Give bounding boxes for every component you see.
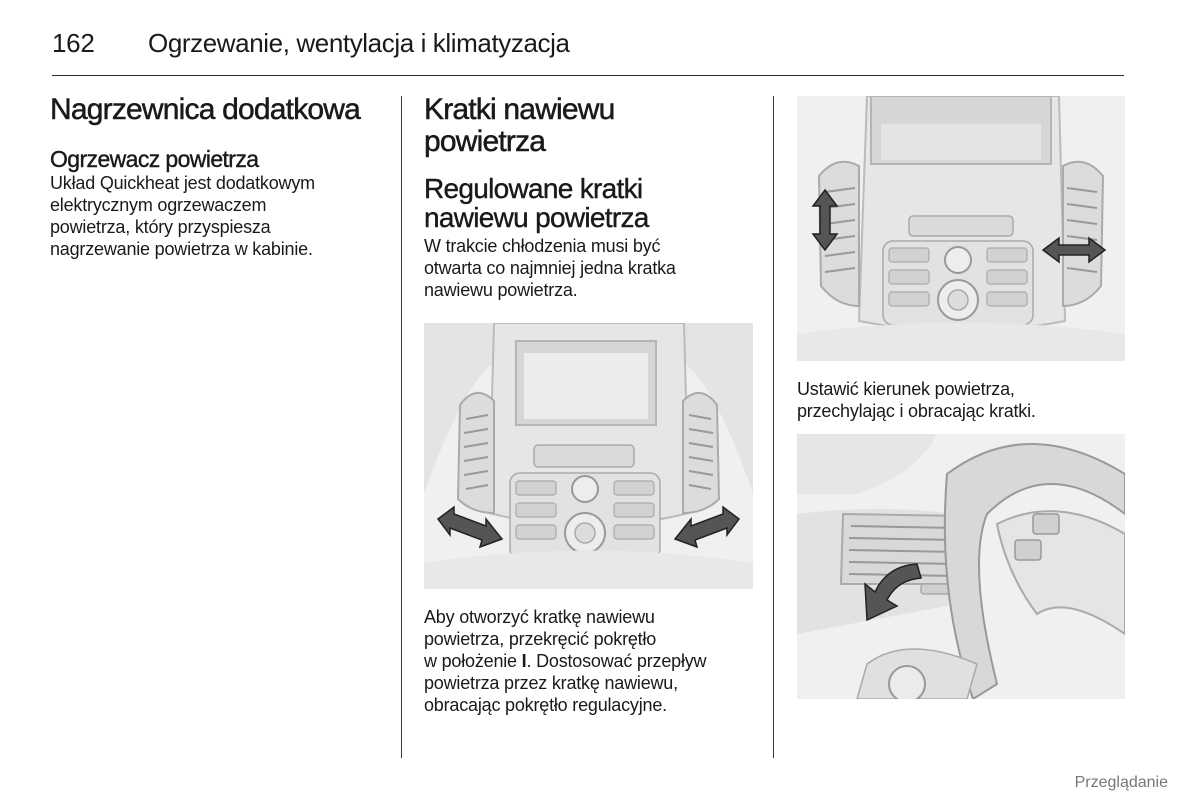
- running-title: Ogrzewanie, wentylacja i klimatyzacja: [148, 28, 570, 58]
- figure-caption-open-vent: Aby otworzyć kratkę nawiewu powietrza, przekręcić pokrętło w położenie I. Dostosować przepływ powietrza przez kratkę nawiewu, obracając pokrętło regulacyjne.: [424, 607, 707, 715]
- page-header: [52, 24, 1124, 76]
- column-divider: [773, 96, 774, 758]
- subsection-title-air-heater: Ogrzewacz powietrza: [50, 146, 259, 172]
- section-title-air-vents: Kratki nawiewu powietrza: [424, 93, 615, 158]
- figure-caption-tilt: Ustawić kierunek powietrza, przechylając i obracając kratki.: [797, 379, 1036, 421]
- position-symbol: I: [521, 651, 527, 671]
- subsection-title-adjustable-vents: Regulowane kratki nawiewu powietrza: [424, 173, 649, 233]
- browse-link[interactable]: Przeglądanie: [1074, 774, 1168, 791]
- side-vent-illustration: [797, 434, 1125, 699]
- center-vents-rotate-illustration: [424, 323, 753, 589]
- body-text: Układ Quickheat jest dodatkowym elektrycznym ogrzewaczem powietrza, który przyspiesza nagrzewanie powietrza w kabinie.: [50, 173, 315, 259]
- center-vents-tilt-illustration: [797, 96, 1125, 361]
- section-title-heater: Nagrzewnica dodatkowa: [50, 93, 361, 126]
- column-heater: [50, 94, 386, 260]
- column-air-vents: [424, 94, 760, 301]
- column-divider: [401, 96, 402, 758]
- page-number: 162: [52, 28, 95, 58]
- intro-text: W trakcie chłodzenia musi być otwarta co najmniej jedna kratka nawiewu powietrza.: [424, 236, 676, 300]
